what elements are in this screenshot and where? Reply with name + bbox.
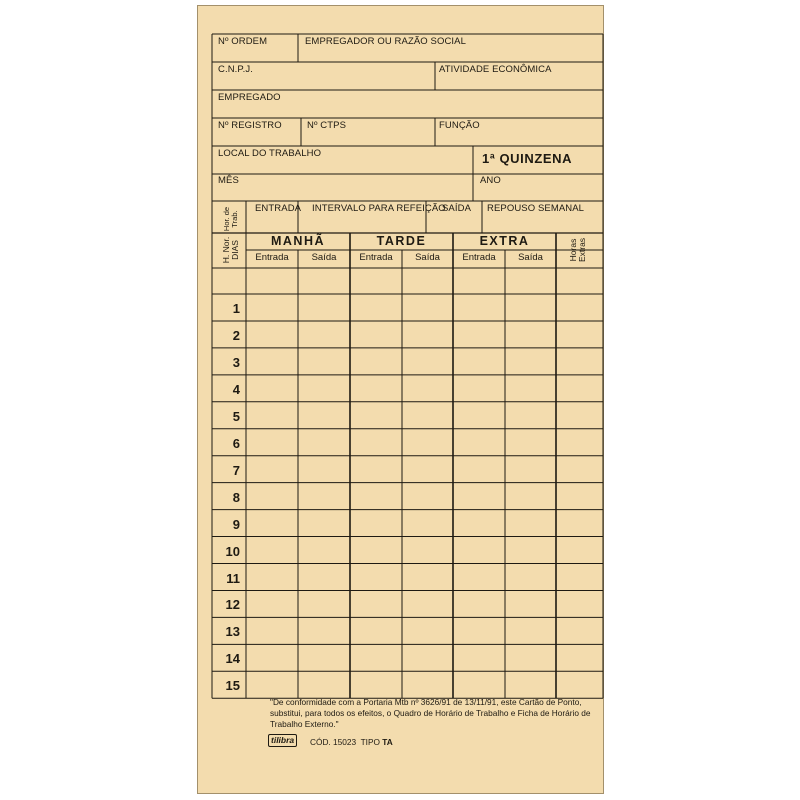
day-number: 6 [232, 435, 240, 451]
field-local: LOCAL DO TRABALHO [218, 148, 322, 159]
sub-entrada-manha: Entrada [255, 252, 289, 263]
day-number: 3 [232, 354, 240, 370]
field-empregador: EMPREGADOR OU RAZÃO SOCIAL [305, 36, 466, 47]
schedule-saida: SAÍDA [442, 203, 472, 214]
field-atividade: ATIVIDADE ECONÔMICA [439, 64, 552, 75]
sub-saida-manha: Saída [311, 252, 337, 263]
quinzena-label: 1ª QUINZENA [482, 151, 573, 166]
field-empregado: EMPREGADO [218, 92, 281, 103]
field-ctps: Nº CTPS [307, 120, 347, 131]
sub-saida-tarde: Saída [415, 252, 440, 263]
day-number: 11 [226, 570, 240, 586]
day-number: 5 [232, 408, 240, 424]
sub-entrada-tarde: Entrada [359, 252, 393, 263]
field-ordem: Nº ORDEM [218, 36, 268, 47]
day-number: 1 [232, 301, 240, 316]
field-registro: Nº REGISTRO [218, 120, 282, 131]
schedule-intervalo: INTERVALO PARA REFEIÇÃO [312, 203, 446, 214]
legal-note: "De conformidade com a Portaria Mtb nº 3626/91 de 13/11/91, este Cartão de Ponto, substitui, para todos os efeitos, o Quadro de Horário de Trabalho e Ficha de Horário de Trabalho Externo." [270, 697, 591, 729]
horas-extras-label: Horas Extras [568, 237, 587, 263]
sub-saida-extra: Saída [518, 252, 543, 263]
day-number: 14 [225, 651, 240, 667]
day-number: 15 [225, 678, 240, 694]
tilibra-logo: tilibra [268, 734, 297, 747]
period-manha: MANHÃ [270, 234, 326, 248]
field-mes: MÊS [218, 175, 239, 186]
day-number: 7 [232, 462, 240, 478]
sub-entrada-extra: Entrada [462, 252, 496, 263]
time-card [197, 5, 604, 794]
schedule-entrada: ENTRADA [255, 203, 302, 214]
day-number: 2 [232, 327, 240, 343]
h-nor-dias-label: H. Nor. DIAS [221, 236, 240, 264]
day-number: 4 [232, 381, 240, 397]
product-code: CÓD. 15023 TIPO TA [310, 737, 393, 747]
day-number: 12 [225, 597, 240, 613]
day-number: 9 [232, 516, 240, 532]
day-number: 13 [225, 624, 240, 640]
day-number: 8 [232, 489, 240, 505]
period-tarde: TARDE [376, 234, 427, 248]
day-number: 10 [225, 543, 240, 559]
field-cnpj: C.N.P.J. [218, 64, 253, 75]
schedule-repouso: REPOUSO SEMANAL [487, 203, 585, 214]
period-extra: EXTRA [479, 234, 530, 248]
hor-trab-label: Hor. de Trab. [222, 206, 239, 232]
field-funcao: FUNÇÃO [439, 120, 480, 131]
field-ano: ANO [480, 175, 501, 186]
